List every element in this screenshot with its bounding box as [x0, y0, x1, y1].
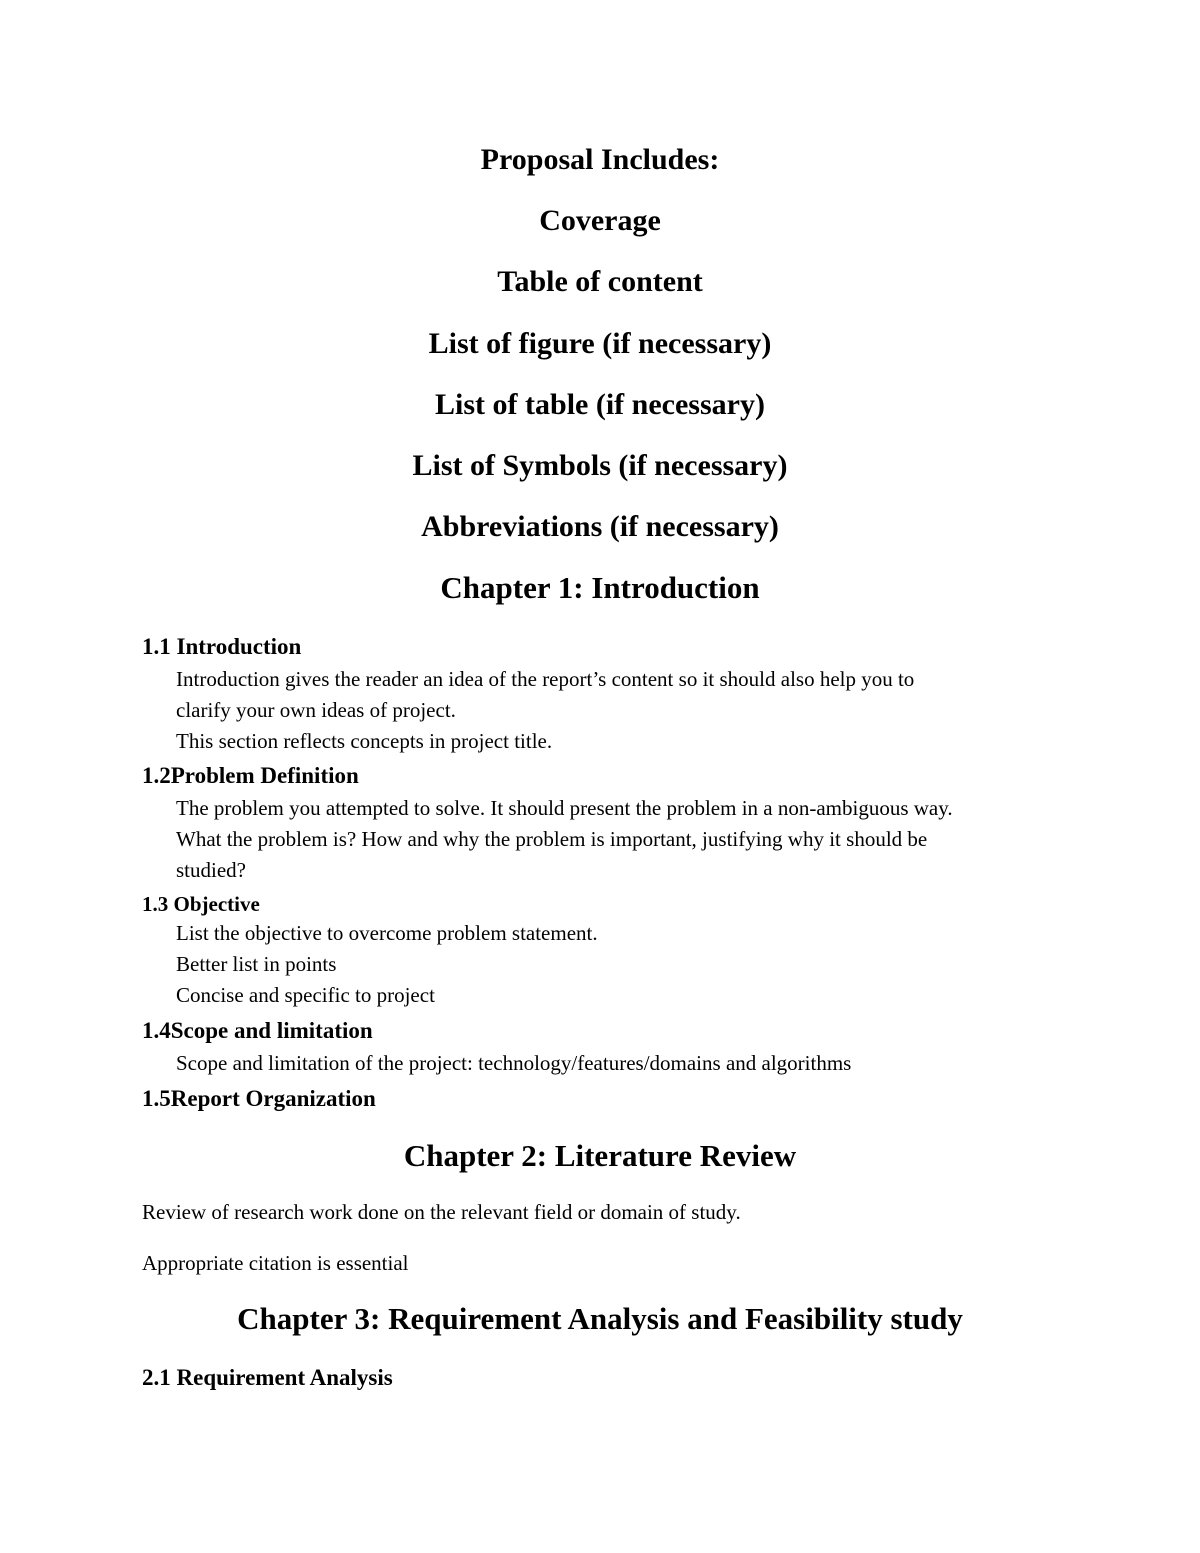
- proposal-includes-heading: Proposal Includes:: [480, 143, 720, 176]
- section-1-5-heading: 1.5Report Organization: [142, 1086, 376, 1111]
- section-1-2-line-3: studied?: [176, 858, 246, 882]
- section-1-1-body: [176, 664, 1076, 757]
- section-1-1-heading: 1.1 Introduction: [142, 634, 302, 659]
- section-1-2-body: [176, 793, 1076, 886]
- section-1-1-line-1: Introduction gives the reader an idea of the report’s content so it should also help you to: [176, 667, 915, 691]
- section-1-4-body: [176, 1048, 1076, 1079]
- section-1-2-heading: 1.2Problem Definition: [142, 763, 359, 788]
- section-1-3-line-1: List the objective to overcome problem statement.: [176, 921, 598, 945]
- section-1-3-line-2: Better list in points: [176, 952, 337, 976]
- section-1-1-line-3: This section reflects concepts in project title.: [176, 729, 553, 753]
- front-matter-list-of-symbols: List of Symbols (if necessary): [412, 449, 788, 482]
- chapter-3-title: Chapter 3: Requirement Analysis and Feasibility study: [237, 1301, 963, 1336]
- front-matter-table-of-content: Table of content: [497, 265, 703, 298]
- section-1-4-heading: 1.4Scope and limitation: [142, 1018, 373, 1043]
- section-1-3-heading: 1.3 Objective: [142, 892, 260, 916]
- chapter-1-title: Chapter 1: Introduction: [440, 570, 760, 605]
- front-matter-abbreviations: Abbreviations (if necessary): [421, 510, 779, 543]
- section-1-2-line-1: The problem you attempted to solve. It should present the problem in a non-ambiguous way.: [176, 796, 953, 820]
- section-1-4-line-1: Scope and limitation of the project: technology/features/domains and algorithms: [176, 1051, 852, 1075]
- section-1-2-line-2: What the problem is? How and why the problem is important, justifying why it should be: [176, 827, 928, 851]
- section-1-3-line-3: Concise and specific to project: [176, 983, 435, 1007]
- chapter-2-title: Chapter 2: Literature Review: [403, 1138, 797, 1173]
- front-matter-coverage: Coverage: [539, 204, 661, 237]
- front-matter-list-of-figure: List of figure (if necessary): [428, 327, 772, 360]
- front-matter-list-of-table: List of table (if necessary): [435, 388, 765, 421]
- section-1-3-body: [176, 918, 1076, 1011]
- section-2-1-heading: 2.1 Requirement Analysis: [142, 1365, 393, 1390]
- chapter-2-paragraph-2: Appropriate citation is essential: [142, 1251, 409, 1275]
- section-1-1-line-2: clarify your own ideas of project.: [176, 698, 456, 722]
- chapter-2-paragraph-1: Review of research work done on the relevant field or domain of study.: [142, 1200, 741, 1224]
